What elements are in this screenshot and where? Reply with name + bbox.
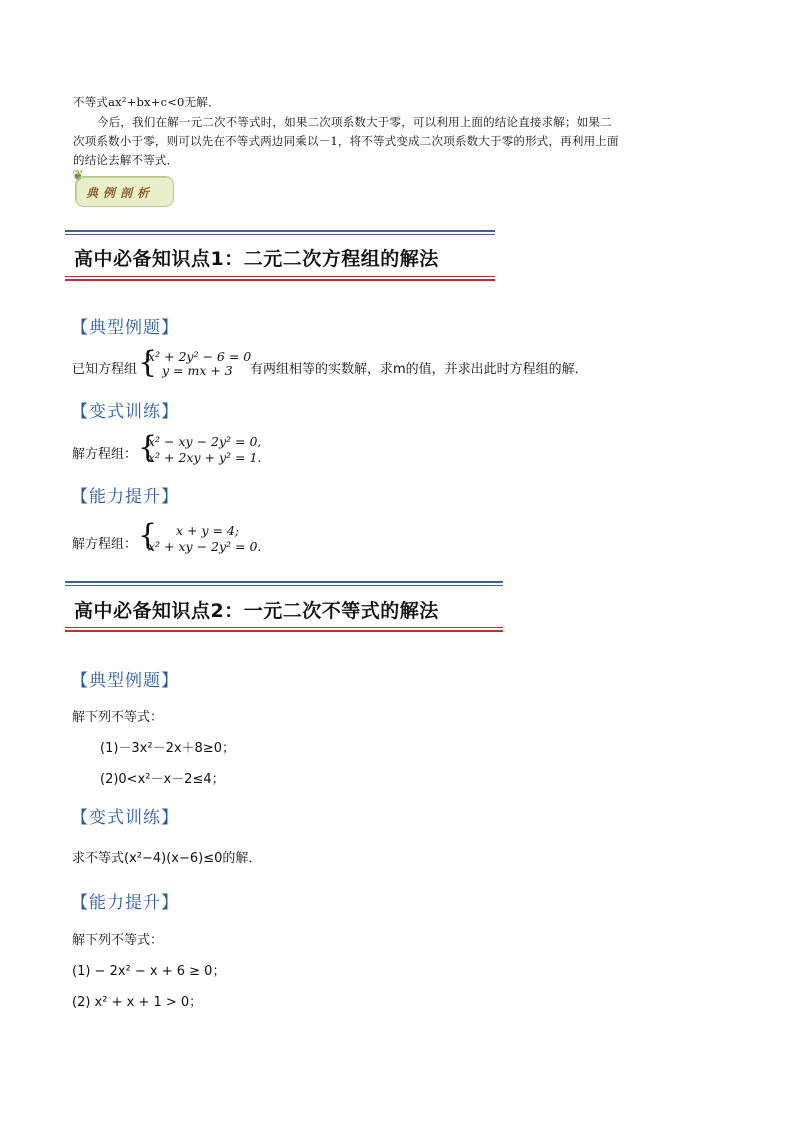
section1-ability-brace: { bbox=[138, 518, 158, 553]
section2-example-item1: (1)－3x²－2x＋8≥0； bbox=[100, 741, 235, 756]
intro-line-3: 次项系数小于零，则可以先在不等式两边同乘以－1，将不等式变成二次项系数大于零的形式，再利用上面 bbox=[73, 134, 619, 148]
section1-ability-eq1: x + y = 4; bbox=[176, 523, 240, 538]
section2-bottom-rule bbox=[65, 627, 503, 632]
section1-variant-prefix: 解方程组： bbox=[72, 447, 138, 462]
section2-example-intro: 解下列不等式： bbox=[72, 710, 164, 725]
section1-title: 高中必备知识点1：二元二次方程组的解法 bbox=[74, 248, 439, 270]
leaf-icon: ❦ bbox=[72, 168, 84, 184]
section2-top-rule bbox=[65, 581, 503, 586]
section2-ability-heading: 【能力提升】 bbox=[71, 893, 179, 913]
intro-line-1: 不等式ax²+bx+c<0无解． bbox=[73, 95, 220, 109]
section2-ability-intro: 解下列不等式： bbox=[72, 933, 164, 948]
section2-ability-item2: (2) x² + x + 1 > 0； bbox=[72, 995, 203, 1010]
intro-line-2: 今后，我们在解一元二次不等式时，如果二次项系数大于零，可以利用上面的结论直接求解；如果二 bbox=[97, 115, 612, 129]
section1-ability-heading: 【能力提升】 bbox=[71, 487, 179, 507]
section1-top-rule bbox=[65, 230, 495, 235]
intro-line-4: 的结论去解不等式． bbox=[73, 153, 179, 167]
section2-title: 高中必备知识点2：一元二次不等式的解法 bbox=[74, 600, 439, 622]
section1-bottom-rule bbox=[65, 276, 495, 281]
section1-variant-eq2: x² + 2xy + y² = 1. bbox=[148, 450, 262, 465]
section1-ability-eq2: x² + xy − 2y² = 0. bbox=[148, 539, 262, 554]
section1-example-heading: 【典型例题】 bbox=[71, 318, 179, 338]
section1-variant-eq1: x² − xy − 2y² = 0, bbox=[148, 434, 262, 449]
section2-ability-item1: (1) − 2x² − x + 6 ≥ 0； bbox=[72, 964, 226, 979]
section1-ability-prefix: 解方程组： bbox=[72, 537, 138, 552]
section2-example-item2: (2)0<x²－x－2≤4； bbox=[100, 772, 225, 787]
section2-variant-text: 求不等式(x²−4)(x−6)≤0的解． bbox=[72, 851, 262, 866]
section1-example-eq1: x² + 2y² − 6 = 0 bbox=[148, 349, 252, 364]
section1-example-suffix: 有两组相等的实数解，求m的值，并求出此时方程组的解． bbox=[250, 362, 588, 377]
section1-example-eq2: y = mx + 3 bbox=[162, 363, 233, 378]
section1-variant-heading: 【变式训练】 bbox=[71, 402, 179, 422]
badge-label: 典例剖析 bbox=[86, 186, 155, 200]
section1-variant-brace: { bbox=[138, 430, 158, 465]
example-analysis-badge bbox=[72, 168, 174, 207]
section1-example-prefix: 已知方程组 bbox=[72, 362, 138, 377]
section2-variant-heading: 【变式训练】 bbox=[71, 808, 179, 828]
section1-example-brace: { bbox=[138, 345, 158, 380]
section2-example-heading: 【典型例题】 bbox=[71, 671, 179, 691]
